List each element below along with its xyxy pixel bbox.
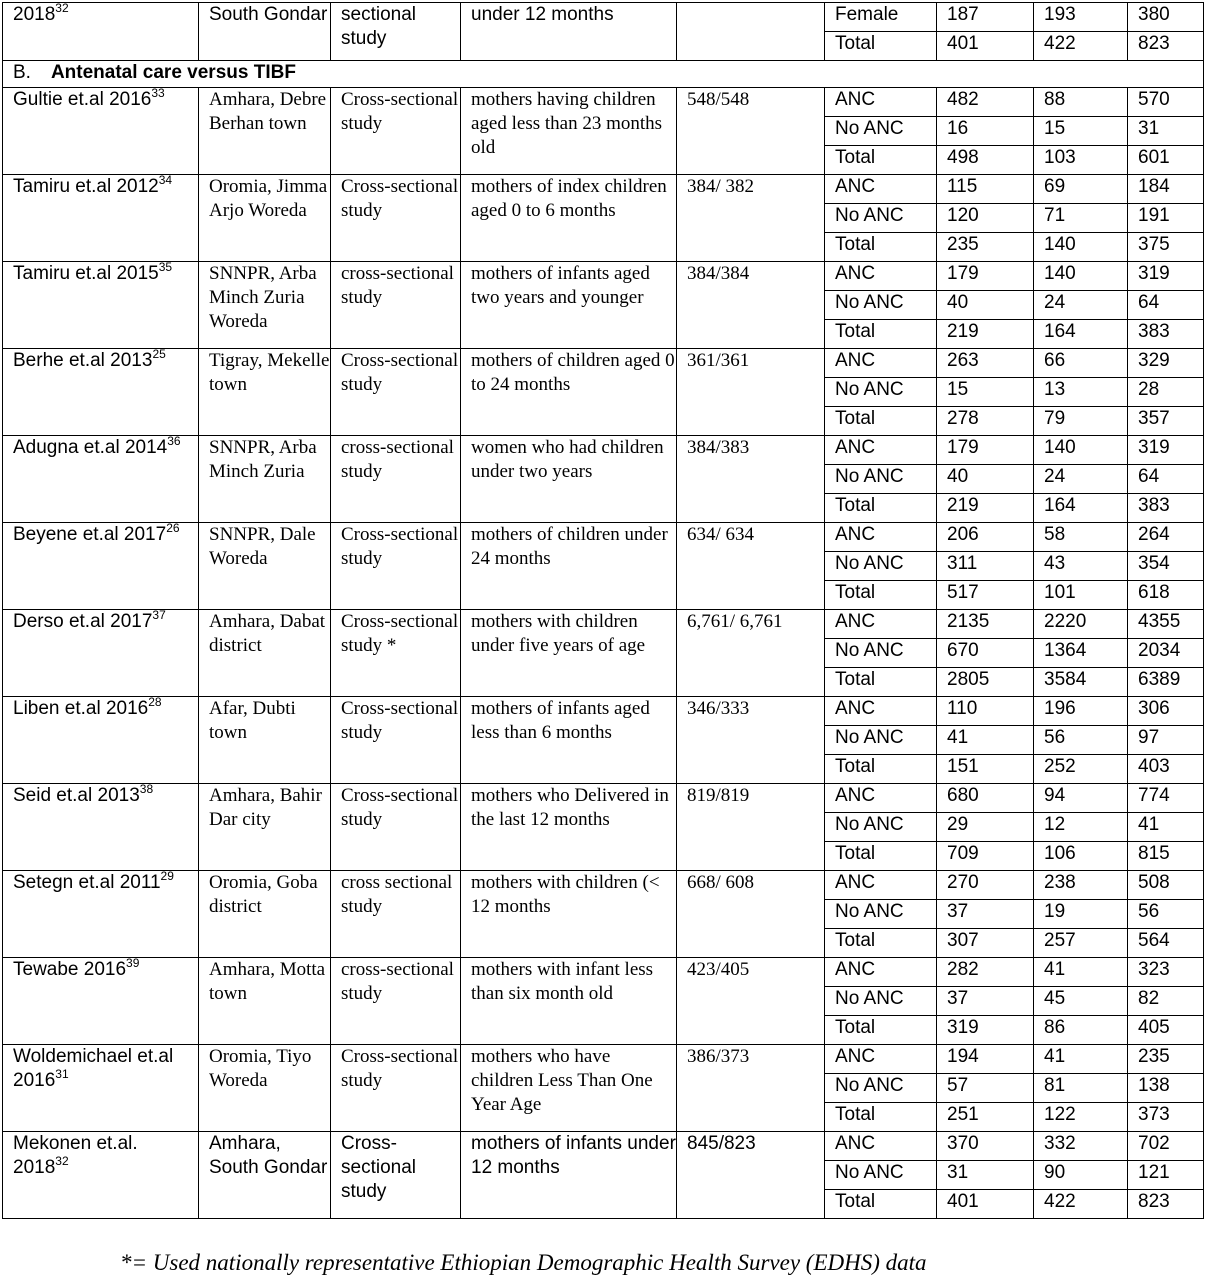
value-cell: 94 <box>1034 784 1128 813</box>
value-cell: 24 <box>1034 465 1128 494</box>
population-cell: under 12 months <box>461 3 677 61</box>
value-cell: 306 <box>1128 697 1204 726</box>
design-cell: cross-sectional study <box>331 958 461 1045</box>
value-cell: 120 <box>937 204 1034 233</box>
value-cell: 206 <box>937 523 1034 552</box>
value-cell: 405 <box>1128 1016 1204 1045</box>
value-cell: 823 <box>1128 32 1204 61</box>
population-cell: mothers with children (< 12 months <box>461 871 677 958</box>
design-cell: Cross-sectional study <box>331 784 461 871</box>
value-cell: 194 <box>937 1045 1034 1074</box>
value-cell: 401 <box>937 32 1034 61</box>
region-cell: SNNPR, Dale Woreda <box>199 523 331 610</box>
value-cell: 43 <box>1034 552 1128 581</box>
value-cell: 140 <box>1034 262 1128 291</box>
value-cell: 164 <box>1034 494 1128 523</box>
value-cell: 110 <box>937 697 1034 726</box>
value-cell: 81 <box>1034 1074 1128 1103</box>
group-label: ANC <box>825 262 937 291</box>
group-label: No ANC <box>825 552 937 581</box>
population-cell: mothers of infants aged less than 6 months <box>461 697 677 784</box>
value-cell: 307 <box>937 929 1034 958</box>
value-cell: 323 <box>1128 958 1204 987</box>
value-cell: 219 <box>937 320 1034 349</box>
section-heading-row <box>3 61 1204 88</box>
value-cell: 15 <box>1034 117 1128 146</box>
study-cell: Tewabe 2016$^{39}$ <box>3 958 199 1045</box>
value-cell: 28 <box>1128 378 1204 407</box>
design-cell: Cross-sectional study <box>331 349 461 436</box>
value-cell: 90 <box>1034 1161 1128 1190</box>
value-cell: 138 <box>1128 1074 1204 1103</box>
value-cell: 191 <box>1128 204 1204 233</box>
group-label: ANC <box>825 958 937 987</box>
group-label: ANC <box>825 523 937 552</box>
region-cell: Amhara, Debre Berhan town <box>199 88 331 175</box>
sample-cell: 361/361 <box>677 349 825 436</box>
region-cell: Amhara, South Gondar <box>199 1132 331 1219</box>
value-cell: 251 <box>937 1103 1034 1132</box>
group-label: Female <box>825 3 937 32</box>
population-cell: mothers of index children aged 0 to 6 months <box>461 175 677 262</box>
group-label: No ANC <box>825 639 937 668</box>
value-cell: 2135 <box>937 610 1034 639</box>
sample-cell: 548/548 <box>677 88 825 175</box>
region-cell: Oromia, Jimma Arjo Woreda <box>199 175 331 262</box>
value-cell: 2034 <box>1128 639 1204 668</box>
population-cell: mothers of children aged 0 to 24 months <box>461 349 677 436</box>
value-cell: 823 <box>1128 1190 1204 1219</box>
value-cell: 1364 <box>1034 639 1128 668</box>
table-row <box>3 3 1204 32</box>
group-label: ANC <box>825 610 937 639</box>
value-cell: 97 <box>1128 726 1204 755</box>
value-cell: 670 <box>937 639 1034 668</box>
value-cell: 319 <box>1128 436 1204 465</box>
study-cell: Gultie et.al 2016$^{33}$ <box>3 88 199 175</box>
group-label: No ANC <box>825 291 937 320</box>
value-cell: 69 <box>1034 175 1128 204</box>
study-cell: Tamiru et.al 2012$^{34}$ <box>3 175 199 262</box>
study-cell: 2018$^{32}$ <box>3 3 199 61</box>
group-label: No ANC <box>825 204 937 233</box>
value-cell: 238 <box>1034 871 1128 900</box>
table-row <box>3 175 1204 204</box>
table-row <box>3 871 1204 900</box>
value-cell: 235 <box>1128 1045 1204 1074</box>
value-cell: 219 <box>937 494 1034 523</box>
value-cell: 196 <box>1034 697 1128 726</box>
region-cell: Tigray, Mekelle town <box>199 349 331 436</box>
value-cell: 140 <box>1034 233 1128 262</box>
sample-cell: 845/823 <box>677 1132 825 1219</box>
group-label: No ANC <box>825 465 937 494</box>
value-cell: 601 <box>1128 146 1204 175</box>
value-cell: 270 <box>937 871 1034 900</box>
value-cell: 56 <box>1034 726 1128 755</box>
table-row <box>3 958 1204 987</box>
value-cell: 121 <box>1128 1161 1204 1190</box>
population-cell: mothers of infants under 12 months <box>461 1132 677 1219</box>
group-label: ANC <box>825 697 937 726</box>
population-cell: mothers of infants aged two years and younger <box>461 262 677 349</box>
table-row <box>3 1132 1204 1161</box>
study-cell: Beyene et.al 2017$^{26}$ <box>3 523 199 610</box>
group-label: Total <box>825 1190 937 1219</box>
value-cell: 88 <box>1034 88 1128 117</box>
value-cell: 179 <box>937 262 1034 291</box>
table-row <box>3 697 1204 726</box>
value-cell: 319 <box>937 1016 1034 1045</box>
value-cell: 702 <box>1128 1132 1204 1161</box>
group-label: No ANC <box>825 117 937 146</box>
value-cell: 151 <box>937 755 1034 784</box>
sample-cell <box>677 3 825 61</box>
sample-cell: 384/ 382 <box>677 175 825 262</box>
region-cell: Oromia, Goba district <box>199 871 331 958</box>
value-cell: 13 <box>1034 378 1128 407</box>
studies-table <box>2 2 1204 1219</box>
design-cell: cross-sectional study <box>331 436 461 523</box>
group-label: No ANC <box>825 726 937 755</box>
value-cell: 64 <box>1128 465 1204 494</box>
value-cell: 252 <box>1034 755 1128 784</box>
footnote: *= Used nationally representative Ethiopian Demographic Health Survey (EDHS) data <box>120 1250 927 1275</box>
sample-cell: 423/405 <box>677 958 825 1045</box>
value-cell: 37 <box>937 900 1034 929</box>
group-label: Total <box>825 233 937 262</box>
value-cell: 140 <box>1034 436 1128 465</box>
group-label: Total <box>825 1103 937 1132</box>
table-row <box>3 88 1204 117</box>
value-cell: 482 <box>937 88 1034 117</box>
group-label: Total <box>825 929 937 958</box>
value-cell: 235 <box>937 233 1034 262</box>
group-label: No ANC <box>825 1074 937 1103</box>
value-cell: 184 <box>1128 175 1204 204</box>
group-label: ANC <box>825 436 937 465</box>
value-cell: 373 <box>1128 1103 1204 1132</box>
value-cell: 319 <box>1128 262 1204 291</box>
value-cell: 383 <box>1128 320 1204 349</box>
value-cell: 12 <box>1034 813 1128 842</box>
group-label: Total <box>825 494 937 523</box>
value-cell: 422 <box>1034 32 1128 61</box>
value-cell: 41 <box>1128 813 1204 842</box>
design-cell: Cross-sectional study <box>331 1045 461 1132</box>
value-cell: 508 <box>1128 871 1204 900</box>
value-cell: 380 <box>1128 3 1204 32</box>
population-cell: mothers with children under five years of age <box>461 610 677 697</box>
value-cell: 19 <box>1034 900 1128 929</box>
value-cell: 680 <box>937 784 1034 813</box>
group-label: Total <box>825 407 937 436</box>
value-cell: 41 <box>1034 958 1128 987</box>
value-cell: 86 <box>1034 1016 1128 1045</box>
value-cell: 357 <box>1128 407 1204 436</box>
table-row <box>3 784 1204 813</box>
group-label: ANC <box>825 349 937 378</box>
value-cell: 58 <box>1034 523 1128 552</box>
table-row <box>3 610 1204 639</box>
group-label: Total <box>825 1016 937 1045</box>
study-cell: Tamiru et.al 2015$^{35}$ <box>3 262 199 349</box>
value-cell: 618 <box>1128 581 1204 610</box>
value-cell: 774 <box>1128 784 1204 813</box>
value-cell: 29 <box>937 813 1034 842</box>
value-cell: 375 <box>1128 233 1204 262</box>
value-cell: 401 <box>937 1190 1034 1219</box>
value-cell: 40 <box>937 291 1034 320</box>
study-cell: Liben et.al 2016$^{28}$ <box>3 697 199 784</box>
value-cell: 498 <box>937 146 1034 175</box>
population-cell: mothers of children under 24 months <box>461 523 677 610</box>
group-label: ANC <box>825 1132 937 1161</box>
value-cell: 164 <box>1034 320 1128 349</box>
value-cell: 3584 <box>1034 668 1128 697</box>
design-cell: cross-sectional study <box>331 262 461 349</box>
region-cell: South Gondar <box>199 3 331 61</box>
value-cell: 383 <box>1128 494 1204 523</box>
value-cell: 193 <box>1034 3 1128 32</box>
population-cell: mothers who have children Less Than One Year Age <box>461 1045 677 1132</box>
value-cell: 122 <box>1034 1103 1128 1132</box>
group-label: Total <box>825 320 937 349</box>
group-label: Total <box>825 668 937 697</box>
study-cell: Adugna et.al 2014$^{36}$ <box>3 436 199 523</box>
design-cell: Cross-sectional study <box>331 523 461 610</box>
group-label: Total <box>825 755 937 784</box>
design-cell: Cross-sectional study <box>331 175 461 262</box>
table-row <box>3 523 1204 552</box>
group-label: No ANC <box>825 378 937 407</box>
table-row <box>3 349 1204 378</box>
value-cell: 82 <box>1128 987 1204 1016</box>
region-cell: Amhara, Bahir Dar city <box>199 784 331 871</box>
value-cell: 16 <box>937 117 1034 146</box>
table-row <box>3 1045 1204 1074</box>
study-cell: Berhe et.al 2013$^{25}$ <box>3 349 199 436</box>
value-cell: 179 <box>937 436 1034 465</box>
region-cell: SNNPR, Arba Minch Zuria Woreda <box>199 262 331 349</box>
value-cell: 354 <box>1128 552 1204 581</box>
value-cell: 103 <box>1034 146 1128 175</box>
value-cell: 403 <box>1128 755 1204 784</box>
value-cell: 24 <box>1034 291 1128 320</box>
region-cell: Oromia, Tiyo Woreda <box>199 1045 331 1132</box>
value-cell: 370 <box>937 1132 1034 1161</box>
value-cell: 564 <box>1128 929 1204 958</box>
value-cell: 517 <box>937 581 1034 610</box>
value-cell: 31 <box>937 1161 1034 1190</box>
region-cell: Amhara, Motta town <box>199 958 331 1045</box>
group-label: ANC <box>825 175 937 204</box>
value-cell: 64 <box>1128 291 1204 320</box>
region-cell: Amhara, Dabat district <box>199 610 331 697</box>
value-cell: 2805 <box>937 668 1034 697</box>
value-cell: 41 <box>937 726 1034 755</box>
value-cell: 66 <box>1034 349 1128 378</box>
value-cell: 709 <box>937 842 1034 871</box>
region-cell: SNNPR, Arba Minch Zuria <box>199 436 331 523</box>
value-cell: 570 <box>1128 88 1204 117</box>
sample-cell: 634/ 634 <box>677 523 825 610</box>
table-row <box>3 262 1204 291</box>
group-label: No ANC <box>825 1161 937 1190</box>
table-row <box>3 436 1204 465</box>
value-cell: 106 <box>1034 842 1128 871</box>
value-cell: 329 <box>1128 349 1204 378</box>
sample-cell: 384/383 <box>677 436 825 523</box>
value-cell: 41 <box>1034 1045 1128 1074</box>
sample-cell: 6,761/ 6,761 <box>677 610 825 697</box>
design-cell: Cross-sectional study <box>331 88 461 175</box>
value-cell: 37 <box>937 987 1034 1016</box>
sample-cell: 819/819 <box>677 784 825 871</box>
value-cell: 257 <box>1034 929 1128 958</box>
design-cell: cross sectional study <box>331 871 461 958</box>
group-label: ANC <box>825 1045 937 1074</box>
design-cell: Cross-sectional study * <box>331 610 461 697</box>
value-cell: 79 <box>1034 407 1128 436</box>
population-cell: mothers who Delivered in the last 12 months <box>461 784 677 871</box>
value-cell: 278 <box>937 407 1034 436</box>
group-label: No ANC <box>825 987 937 1016</box>
value-cell: 57 <box>937 1074 1034 1103</box>
study-cell: Mekonen et.al. 2018$^{32}$ <box>3 1132 199 1219</box>
value-cell: 311 <box>937 552 1034 581</box>
value-cell: 56 <box>1128 900 1204 929</box>
value-cell: 4355 <box>1128 610 1204 639</box>
value-cell: 15 <box>937 378 1034 407</box>
group-label: No ANC <box>825 900 937 929</box>
group-label: ANC <box>825 784 937 813</box>
sample-cell: 386/373 <box>677 1045 825 1132</box>
value-cell: 45 <box>1034 987 1128 1016</box>
group-label: ANC <box>825 88 937 117</box>
group-label: Total <box>825 146 937 175</box>
group-label: Total <box>825 32 937 61</box>
value-cell: 187 <box>937 3 1034 32</box>
sample-cell: 346/333 <box>677 697 825 784</box>
population-cell: mothers with infant less than six month old <box>461 958 677 1045</box>
design-cell: Cross-sectional study <box>331 697 461 784</box>
value-cell: 101 <box>1034 581 1128 610</box>
group-label: No ANC <box>825 813 937 842</box>
value-cell: 422 <box>1034 1190 1128 1219</box>
value-cell: 6389 <box>1128 668 1204 697</box>
value-cell: 2220 <box>1034 610 1128 639</box>
design-cell: sectional study <box>331 3 461 61</box>
value-cell: 40 <box>937 465 1034 494</box>
region-cell: Afar, Dubti town <box>199 697 331 784</box>
sample-cell: 668/ 608 <box>677 871 825 958</box>
value-cell: 332 <box>1034 1132 1128 1161</box>
value-cell: 115 <box>937 175 1034 204</box>
study-cell: Setegn et.al 2011$^{29}$ <box>3 871 199 958</box>
population-cell: mothers having children aged less than 23 months old <box>461 88 677 175</box>
value-cell: 31 <box>1128 117 1204 146</box>
study-cell: Derso et.al 2017$^{37}$ <box>3 610 199 697</box>
value-cell: 282 <box>937 958 1034 987</box>
sample-cell: 384/384 <box>677 262 825 349</box>
section-heading: B. Antenatal care versus TIBF <box>3 61 1204 88</box>
value-cell: 263 <box>937 349 1034 378</box>
value-cell: 815 <box>1128 842 1204 871</box>
value-cell: 71 <box>1034 204 1128 233</box>
design-cell: Cross-sectional study <box>331 1132 461 1219</box>
value-cell: 264 <box>1128 523 1204 552</box>
study-cell: Seid et.al 2013$^{38}$ <box>3 784 199 871</box>
group-label: ANC <box>825 871 937 900</box>
population-cell: women who had children under two years <box>461 436 677 523</box>
group-label: Total <box>825 842 937 871</box>
study-cell: Woldemichael et.al 2016$^{31}$ <box>3 1045 199 1132</box>
group-label: Total <box>825 581 937 610</box>
